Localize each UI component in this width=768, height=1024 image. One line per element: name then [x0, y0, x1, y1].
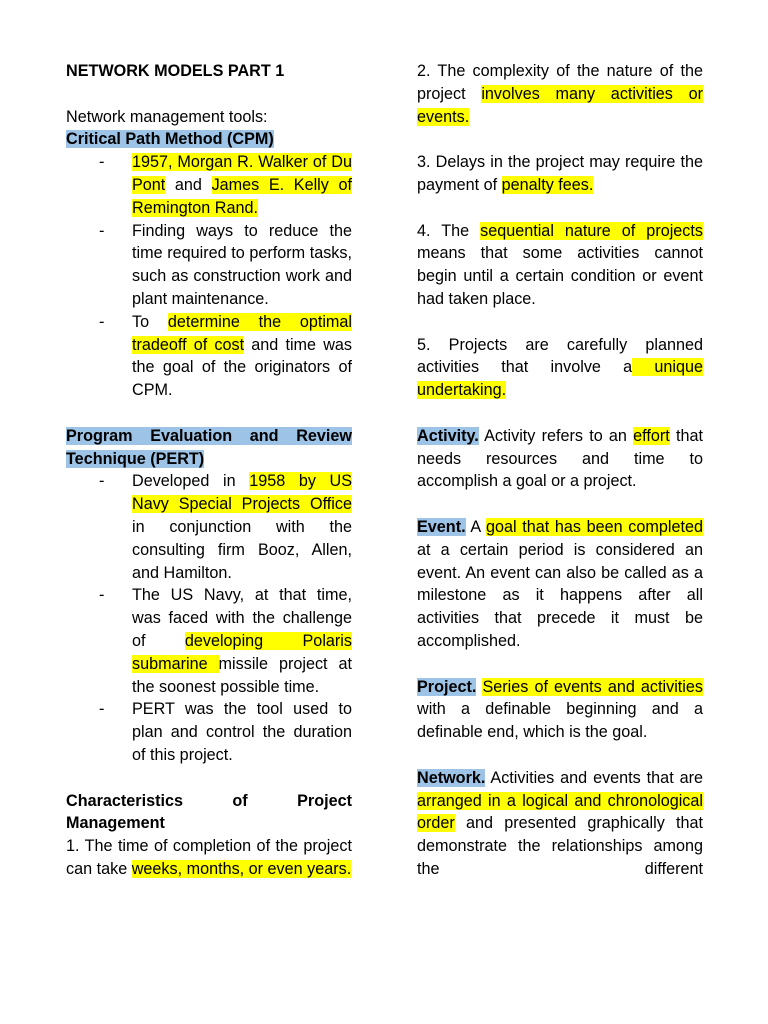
term-network: Network.	[417, 768, 486, 787]
characteristic-item-2: 2. The complexity of the nature of the project involves many activities or events.	[417, 62, 703, 126]
page-title: NETWORK MODELS PART 1	[66, 62, 285, 80]
definition-activity: Activity. Activity refers to an effort that needs resources and time to accomplish a goal or a project.	[417, 426, 703, 491]
definition-network: Network. Activities and events that are arranged in a logical and chronological order and presented graphically that demonstrate the relationships among the different	[417, 768, 703, 878]
pert-bullet-3: - PERT was the tool used to plan and control the duration of this project.	[99, 700, 352, 764]
cpm-heading: Critical Path Method (CPM)	[66, 130, 274, 149]
term-activity: Activity.	[417, 426, 479, 445]
left-column	[66, 60, 352, 881]
term-event: Event.	[417, 517, 466, 536]
right-column	[417, 60, 703, 881]
pert-bullet-1: - Developed in 1958 by US Navy Special Projects Office in conjunction with the consulting firm Booz, Allen, and Hamilton.	[99, 472, 352, 582]
characteristics-heading: Characteristics of Project Management	[66, 791, 352, 833]
characteristic-item-1: 1. The time of completion of the project can take weeks, months, or even years.	[66, 837, 352, 878]
cpm-bullet-3: - To determine the optimal tradeoff of cost and time was the goal of the originators of CPM.	[99, 312, 352, 400]
definition-event: Event. A goal that has been completed at a certain period is considered an event. An event can also be called as a milestone as it happens after all activities that precede it must be accomplished.	[417, 517, 703, 650]
pert-heading: Program Evaluation and Review Technique (PERT)	[66, 426, 352, 468]
tools-label: Network management tools:	[66, 107, 268, 126]
characteristic-item-3: 3. Delays in the project may require the payment of penalty fees.	[417, 153, 703, 194]
characteristic-item-5: 5. Projects are carefully planned activities that involve a unique undertaking.	[417, 335, 703, 400]
cpm-bullet-1: - 1957, Morgan R. Walker of Du Pont and James E. Kelly of Remington Rand.	[99, 153, 352, 217]
definition-project: Project. Series of events and activities with a definable beginning and a definable end, which is the goal.	[417, 677, 703, 742]
characteristic-item-4: 4. The sequential nature of projects means that some activities cannot begin until a certain condition or event had taken place.	[417, 221, 703, 308]
pert-bullet-2: - The US Navy, at that time, was faced with the challenge of developing Polaris submarine missile project at the soonest possible time.	[99, 586, 353, 696]
term-project: Project.	[417, 677, 477, 696]
cpm-bullet-2: - Finding ways to reduce the time required to perform tasks, such as construction work and plant maintenance.	[99, 221, 352, 308]
